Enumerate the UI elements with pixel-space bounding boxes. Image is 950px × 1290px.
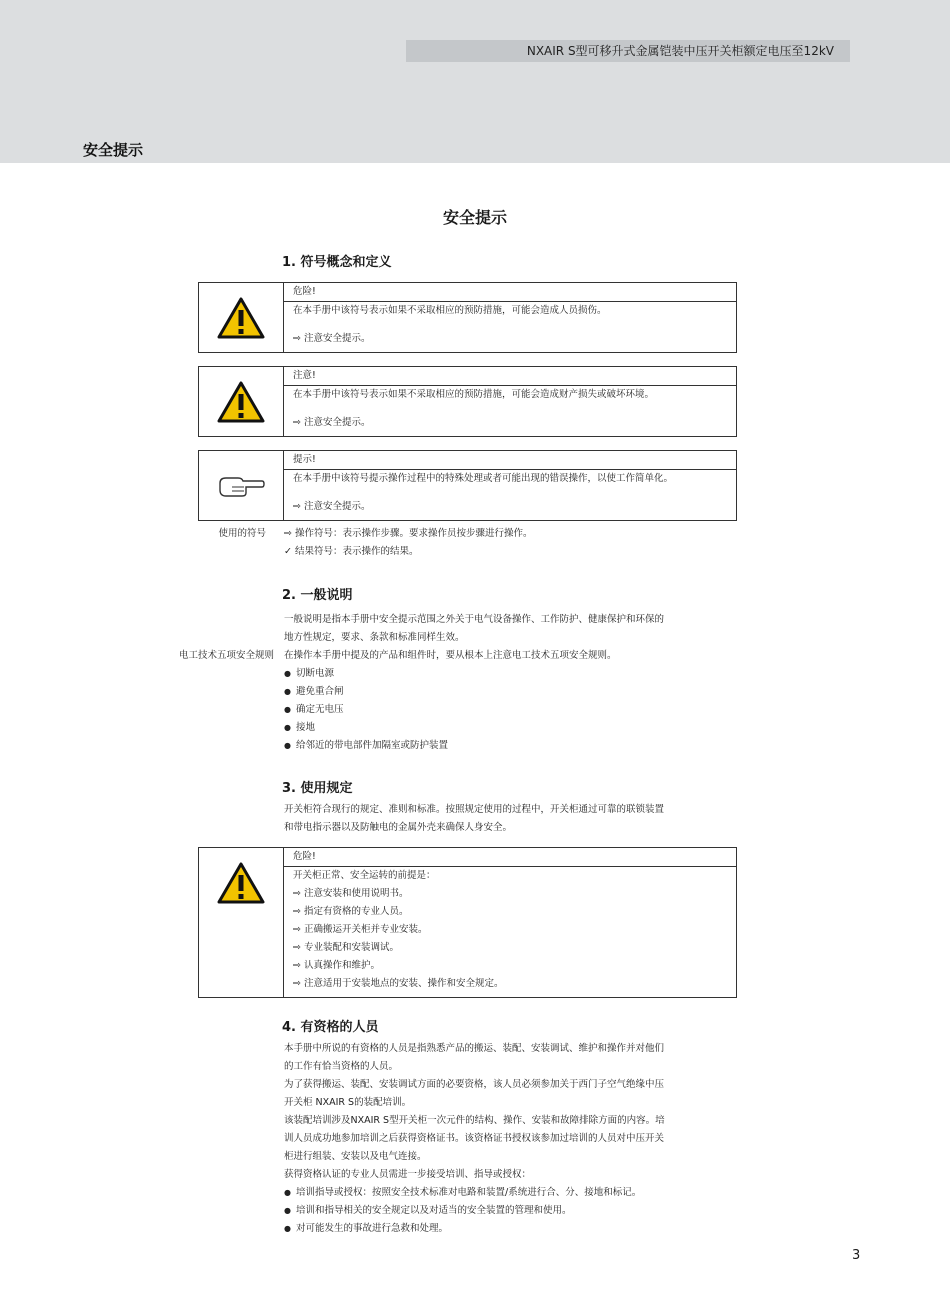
box-line: ⇨ 注意安装和使用说明书。	[293, 888, 409, 899]
symbols-label: 使用的符号	[218, 528, 266, 539]
box-line: ⇨ 指定有资格的专业人员。	[293, 906, 409, 917]
box-text: 在本手册中该符号提示操作过程中的特殊处理或者可能出现的错误操作，以使工作简单化。	[293, 473, 674, 484]
result-symbol-text: ✓ 结果符号：表示操作的结果。	[284, 546, 419, 557]
safety-rules-label: 电工技术五项安全规则	[178, 650, 274, 661]
rule-intro: 在操作本手册中提及的产品和组件时，要从根本上注意电工技术五项安全规则。	[284, 650, 617, 661]
section-4-paragraph	[284, 1040, 740, 1238]
section-2-paragraph	[284, 611, 740, 755]
list-item: ● 避免重合闸	[284, 683, 740, 701]
paragraph-line: 一般说明是指本手册中安全提示范围之外关于电气设备操作、工作防护、健康保护和环保的	[284, 614, 665, 625]
box-text: 在本手册中该符号表示如果不采取相应的预防措施，可能会造成人员损伤。	[293, 305, 607, 316]
list-item: ● 对可能发生的事故进行急救和处理。	[284, 1220, 740, 1238]
paragraph-line: 该装配培训涉及NXAIR S型开关柜一次元件的结构、操作、安装和故障排除方面的内容。培	[284, 1115, 665, 1126]
list-item: ● 切断电源	[284, 665, 740, 683]
qualification-list	[284, 1184, 740, 1238]
list-item: ● 培训指导或授权：按照安全技术标准对电路和装置/系统进行合、分、接地和标记。	[284, 1184, 740, 1202]
paragraph-line: 柜进行组装、安装以及电气连接。	[284, 1151, 427, 1162]
paragraph-line: 开关柜符合现行的规定、准则和标准。按照规定使用的过程中，开关柜通过可靠的联锁装置	[284, 804, 665, 815]
section-4-title: 4. 有资格的人员	[282, 1020, 379, 1035]
pointing-hand-icon	[199, 451, 284, 520]
warning-triangle-icon	[199, 367, 284, 436]
paragraph-line: 获得资格认证的专业人员需进一步接受培训、指导或授权：	[284, 1169, 532, 1180]
box-line: ⇨ 专业装配和安装调试。	[293, 942, 399, 953]
paragraph-line: 的工作有恰当资格的人员。	[284, 1061, 399, 1072]
box-line: 开关柜正常、安全运转的前提是：	[293, 870, 436, 881]
caution-box	[198, 366, 737, 437]
section-label: 安全提示	[83, 141, 144, 159]
paragraph-line: 为了获得搬运、装配、安装调试方面的必要资格，该人员必须参加关于西门子空气绝缘中压	[284, 1079, 665, 1090]
paragraph-line: 开关柜 NXAIR S的装配培训。	[284, 1097, 412, 1108]
box-head: 危险!	[283, 283, 736, 302]
usage-danger-box	[198, 847, 737, 998]
box-text: 在本手册中该符号表示如果不采取相应的预防措施，可能会造成财产损失或破坏环境。	[293, 389, 655, 400]
box-note: ⇨ 注意安全提示。	[293, 333, 371, 344]
page-number: 3	[852, 1248, 861, 1263]
warning-triangle-icon	[199, 848, 284, 997]
box-note: ⇨ 注意安全提示。	[293, 501, 371, 512]
danger-box	[198, 282, 737, 353]
section-2-title: 2. 一般说明	[282, 588, 353, 603]
paragraph-line: 训人员成功地参加培训之后获得资格证书。该资格证书授权该参加过培训的人员对中压开关	[284, 1133, 665, 1144]
box-head: 注意!	[283, 367, 736, 386]
list-item: ● 培训和指导相关的安全规定以及对适当的安全装置的管理和使用。	[284, 1202, 740, 1220]
section-3-title: 3. 使用规定	[282, 781, 353, 796]
warning-triangle-icon	[199, 283, 284, 352]
list-item: ● 给邻近的带电部件加隔室或防护装置	[284, 737, 740, 755]
box-head: 危险!	[283, 848, 736, 867]
operation-symbol-text: ⇨ 操作符号：表示操作步骤。要求操作员按步骤进行操作。	[284, 528, 533, 539]
list-item: ● 接地	[284, 719, 740, 737]
symbols-list	[284, 525, 740, 561]
section-3-paragraph	[284, 801, 740, 837]
safety-rules-list	[284, 665, 740, 755]
box-head: 提示!	[283, 451, 736, 470]
box-line: ⇨ 认真操作和维护。	[293, 960, 380, 971]
section-1-title: 1. 符号概念和定义	[282, 255, 392, 270]
box-line: ⇨ 注意适用于安装地点的安装、操作和安全规定。	[293, 978, 504, 989]
document-title: NXAIR S型可移升式金属铠装中压开关柜额定电压至12kV	[406, 40, 850, 62]
list-item: ● 确定无电压	[284, 701, 740, 719]
hint-box	[198, 450, 737, 521]
paragraph-line: 地方性规定，要求、条款和标准同样生效。	[284, 632, 465, 643]
page-title: 安全提示	[442, 208, 507, 227]
box-line: ⇨ 正确搬运开关柜并专业安装。	[293, 924, 428, 935]
paragraph-line: 本手册中所说的有资格的人员是指熟悉产品的搬运、装配、安装调试、维护和操作并对他们	[284, 1043, 665, 1054]
paragraph-line: 和带电指示器以及防触电的金属外壳来确保人身安全。	[284, 822, 513, 833]
box-note: ⇨ 注意安全提示。	[293, 417, 371, 428]
